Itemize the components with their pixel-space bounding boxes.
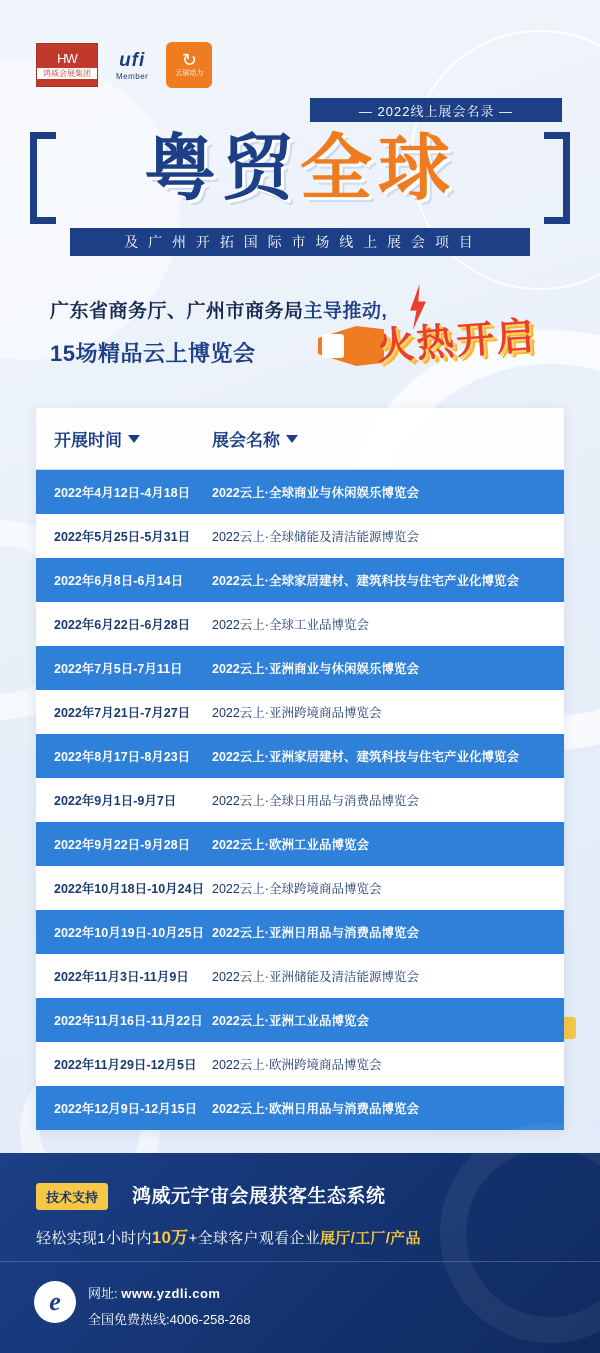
row-date: 2022年7月5日-7月11日 — [54, 662, 183, 676]
hongwei-logo-icon — [36, 43, 98, 87]
header-kicker: — 2022线上展会名录 — — [310, 98, 562, 122]
yunzhan-logo — [166, 42, 212, 88]
ufi-member-text: Member — [116, 71, 149, 81]
row-date: 2022年10月18日-10月24日 — [54, 882, 205, 896]
bracket-right-icon — [544, 132, 570, 224]
footer-title: 鸿威元宇宙会展获客生态系统 — [132, 1186, 386, 1207]
footer-website-label: 网址: — [88, 1286, 118, 1301]
table-row[interactable] — [36, 734, 564, 778]
chevron-down-icon[interactable] — [286, 435, 298, 443]
yunzhan-logo-text: 云展动力 — [175, 70, 204, 77]
promo-line-2: 15场精品云上博览会 — [50, 341, 256, 366]
hongwei-logo — [36, 43, 98, 87]
bracket-left-icon — [30, 132, 56, 224]
row-date: 2022年9月1日-9月7日 — [54, 794, 177, 808]
row-name: 2022云上·亚洲商业与休闲娱乐博览会 — [212, 662, 419, 676]
table-row[interactable] — [36, 910, 564, 954]
footer-decor-circle — [440, 1123, 600, 1343]
footer-website[interactable] — [88, 1283, 220, 1302]
swirl-icon: ↻ — [181, 50, 197, 70]
row-name: 2022云上·欧洲跨境商品博览会 — [212, 1058, 382, 1072]
promo-burst — [318, 288, 573, 378]
table-header-date[interactable] — [36, 426, 206, 451]
table-row[interactable] — [36, 1086, 564, 1130]
footer-subtitle-highlight2: 展厅/工厂/产品 — [320, 1230, 421, 1247]
row-name: 2022云上·全球储能及清洁能源博览会 — [212, 530, 419, 544]
promo-line-1a: 广东省商务厅、广州市商务局 — [50, 301, 304, 322]
row-name: 2022云上·亚洲工业品博览会 — [212, 1014, 369, 1028]
row-name: 2022云上·欧洲日用品与消费品博览会 — [212, 1102, 419, 1116]
row-date: 2022年6月22日-6月28日 — [54, 618, 191, 632]
table-row[interactable] — [36, 514, 564, 558]
row-name: 2022云上·全球家居建材、建筑科技与住宅产业化博览会 — [212, 574, 519, 588]
hongwei-logo-text: 鸿威会展集团 — [37, 68, 97, 79]
row-name: 2022云上·全球日用品与消费品博览会 — [212, 794, 419, 808]
row-name: 2022云上·欧洲工业品博览会 — [212, 838, 369, 852]
row-date: 2022年4月12日-4月18日 — [54, 486, 191, 500]
footer-subtitle — [36, 1223, 421, 1248]
row-name: 2022云上·亚洲家居建材、建筑科技与住宅产业化博览会 — [212, 750, 519, 764]
row-date: 2022年5月25日-5月31日 — [54, 530, 191, 544]
row-date: 2022年11月3日-11月9日 — [54, 970, 189, 984]
row-name: 2022云上·全球工业品博览会 — [212, 618, 369, 632]
footer-subtitle-highlight: 10万 — [151, 1228, 189, 1247]
megaphone-icon-inner — [322, 334, 344, 358]
title-accent: 全球 — [300, 126, 457, 210]
footer-website-value[interactable]: www.yzdli.com — [121, 1286, 221, 1301]
table-row[interactable] — [36, 690, 564, 734]
table-header-date-label: 开展时间 — [54, 431, 122, 450]
title-main: 粤贸 — [143, 126, 300, 210]
row-date: 2022年10月19日-10月25日 — [54, 926, 205, 940]
promo-burst-text: 火热开启 — [374, 313, 538, 369]
table-row[interactable] — [36, 778, 564, 822]
ufi-logo — [116, 50, 148, 81]
footer-subtitle-a: 轻松实现1小时内 — [36, 1230, 152, 1247]
table-row[interactable] — [36, 558, 564, 602]
table-row[interactable] — [36, 602, 564, 646]
expo-table — [36, 408, 564, 1130]
page-title — [30, 122, 570, 214]
footer-divider — [0, 1261, 600, 1262]
row-name: 2022云上·亚洲储能及清洁能源博览会 — [212, 970, 419, 984]
logo-bar — [36, 42, 212, 88]
footer-tag: 技术支持 — [36, 1183, 108, 1210]
footer-hotline: 全国免费热线:4006-258-268 — [88, 1312, 251, 1327]
table-header-row — [36, 408, 564, 470]
row-name: 2022云上·亚洲日用品与消费品博览会 — [212, 926, 419, 940]
table-row[interactable] — [36, 646, 564, 690]
ufi-logo-text: ufi — [119, 49, 146, 71]
row-date: 2022年11月29日-12月5日 — [54, 1058, 197, 1072]
table-row[interactable] — [36, 954, 564, 998]
row-date: 2022年12月9日-12月15日 — [54, 1102, 198, 1116]
table-header-name[interactable] — [206, 426, 564, 451]
page-subtitle: 及 广 州 开 拓 国 际 市 场 线 上 展 会 项 目 — [70, 228, 530, 256]
footer — [0, 1153, 600, 1353]
row-date: 2022年6月8日-6月14日 — [54, 574, 184, 588]
table-row[interactable] — [36, 822, 564, 866]
promo-line-1b: 主导推动, — [303, 301, 388, 322]
ie-logo-icon: e — [34, 1281, 76, 1323]
row-date: 2022年9月22日-9月28日 — [54, 838, 191, 852]
hongwei-logo-mark: HW — [57, 50, 77, 66]
title-text — [30, 122, 570, 214]
row-date: 2022年8月17日-8月23日 — [54, 750, 191, 764]
row-name: 2022云上·亚洲跨境商品博览会 — [212, 706, 382, 720]
table-row[interactable] — [36, 998, 564, 1042]
row-name: 2022云上·全球跨境商品博览会 — [212, 882, 382, 896]
table-header-name-label: 展会名称 — [212, 431, 280, 450]
row-name: 2022云上·全球商业与休闲娱乐博览会 — [212, 486, 419, 500]
row-date: 2022年11月16日-11月22日 — [54, 1014, 203, 1028]
table-row[interactable] — [36, 866, 564, 910]
table-row[interactable] — [36, 1042, 564, 1086]
table-row[interactable] — [36, 470, 564, 514]
chevron-down-icon[interactable] — [128, 435, 140, 443]
footer-subtitle-b: +全球客户观看企业 — [188, 1230, 321, 1247]
row-date: 2022年7月21日-7月27日 — [54, 706, 191, 720]
